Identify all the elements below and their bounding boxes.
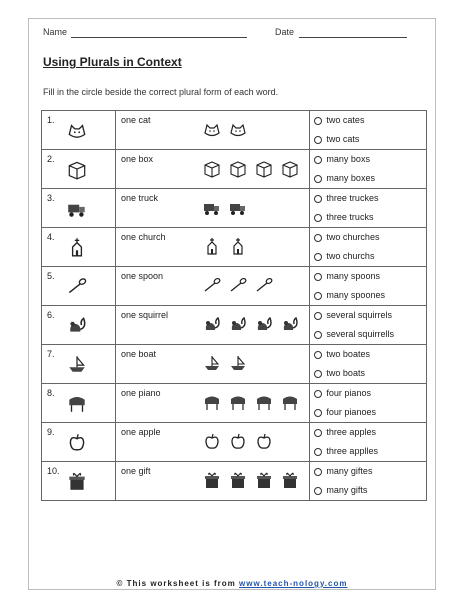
answer-option-2[interactable] bbox=[310, 169, 426, 188]
options-cell bbox=[310, 267, 427, 306]
date-field[interactable] bbox=[299, 37, 407, 38]
answer-option-1[interactable] bbox=[310, 189, 426, 208]
spoon-icon bbox=[202, 275, 222, 295]
gift-icon bbox=[280, 470, 300, 490]
footer-link[interactable]: www.teach-nology.com bbox=[239, 579, 348, 588]
singular-word: one boat bbox=[121, 349, 157, 359]
option-label: two cats bbox=[326, 134, 360, 144]
single-picture bbox=[66, 392, 88, 414]
box-icon bbox=[280, 158, 300, 178]
radio-circle-icon[interactable] bbox=[314, 429, 322, 437]
single-picture bbox=[66, 353, 88, 375]
item-number: 6. bbox=[47, 310, 55, 320]
apple-icon bbox=[254, 431, 274, 451]
date-label: Date bbox=[275, 27, 295, 37]
plurals-table bbox=[41, 110, 427, 501]
radio-circle-icon[interactable] bbox=[314, 390, 322, 398]
number-cell bbox=[42, 267, 116, 306]
options-cell bbox=[310, 150, 427, 189]
gift-icon bbox=[254, 470, 274, 490]
options-cell bbox=[310, 462, 427, 501]
answer-option-2[interactable] bbox=[310, 247, 426, 266]
table-row bbox=[42, 150, 427, 189]
truck-icon bbox=[228, 197, 248, 217]
table-row bbox=[42, 345, 427, 384]
piano-icon bbox=[280, 392, 300, 412]
gift-icon bbox=[66, 470, 88, 492]
option-label: three applles bbox=[326, 446, 378, 456]
name-label: Name bbox=[43, 27, 68, 37]
answer-option-1[interactable] bbox=[310, 267, 426, 286]
radio-circle-icon[interactable] bbox=[314, 175, 322, 183]
spoon-icon bbox=[254, 275, 274, 295]
single-picture bbox=[66, 275, 88, 297]
answer-option-1[interactable] bbox=[310, 228, 426, 247]
church-icon bbox=[202, 236, 222, 256]
word-cell bbox=[116, 462, 310, 501]
answer-option-1[interactable] bbox=[310, 306, 426, 325]
options-cell bbox=[310, 306, 427, 345]
radio-circle-icon[interactable] bbox=[314, 117, 322, 125]
number-cell bbox=[42, 111, 116, 150]
table-row bbox=[42, 306, 427, 345]
truck-icon bbox=[66, 197, 88, 219]
number-cell bbox=[42, 228, 116, 267]
box-icon bbox=[202, 158, 222, 178]
spoon-icon bbox=[66, 275, 88, 297]
page-title: Using Plurals in Context bbox=[43, 55, 182, 69]
single-picture bbox=[66, 197, 88, 219]
option-label: many giftes bbox=[326, 466, 373, 476]
squirrel-icon bbox=[66, 314, 88, 336]
option-label: four pianos bbox=[326, 388, 371, 398]
item-number: 10. bbox=[47, 466, 60, 476]
number-cell bbox=[42, 306, 116, 345]
box-icon bbox=[228, 158, 248, 178]
boat-icon bbox=[66, 353, 88, 375]
option-label: two churchs bbox=[326, 251, 375, 261]
number-cell bbox=[42, 423, 116, 462]
item-number: 5. bbox=[47, 271, 55, 281]
radio-circle-icon[interactable] bbox=[314, 214, 322, 222]
table-row bbox=[42, 423, 427, 462]
piano-icon bbox=[228, 392, 248, 412]
singular-word: one piano bbox=[121, 388, 161, 398]
word-cell bbox=[116, 267, 310, 306]
radio-circle-icon[interactable] bbox=[314, 351, 322, 359]
singular-word: one box bbox=[121, 154, 154, 164]
option-label: many gifts bbox=[326, 485, 368, 495]
radio-circle-icon[interactable] bbox=[314, 234, 322, 242]
radio-circle-icon[interactable] bbox=[314, 292, 322, 300]
radio-circle-icon[interactable] bbox=[314, 448, 322, 456]
options-cell bbox=[310, 189, 427, 228]
options-cell bbox=[310, 111, 427, 150]
option-label: two churches bbox=[326, 232, 380, 242]
table-row bbox=[42, 267, 427, 306]
single-picture bbox=[66, 119, 88, 141]
plural-pictures bbox=[202, 470, 300, 490]
number-cell bbox=[42, 150, 116, 189]
cat-icon bbox=[228, 119, 248, 139]
singular-word: one spoon bbox=[121, 271, 164, 281]
option-label: two boats bbox=[326, 368, 365, 378]
options-cell bbox=[310, 384, 427, 423]
radio-circle-icon[interactable] bbox=[314, 253, 322, 261]
options-cell bbox=[310, 423, 427, 462]
answer-option-2[interactable] bbox=[310, 208, 426, 227]
word-cell bbox=[116, 306, 310, 345]
table-row bbox=[42, 111, 427, 150]
squirrel-icon bbox=[202, 314, 222, 334]
squirrel-icon bbox=[280, 314, 300, 334]
table-row bbox=[42, 228, 427, 267]
singular-word: one apple bbox=[121, 427, 161, 437]
word-cell bbox=[116, 384, 310, 423]
plural-pictures bbox=[202, 392, 300, 412]
single-picture bbox=[66, 236, 88, 258]
spoon-icon bbox=[228, 275, 248, 295]
answer-option-2[interactable] bbox=[310, 481, 426, 500]
word-cell bbox=[116, 423, 310, 462]
item-number: 7. bbox=[47, 349, 55, 359]
option-label: three apples bbox=[326, 427, 376, 437]
piano-icon bbox=[66, 392, 88, 414]
single-picture bbox=[66, 314, 88, 336]
single-picture bbox=[66, 158, 88, 180]
answer-option-1[interactable] bbox=[310, 423, 426, 442]
church-icon bbox=[66, 236, 88, 258]
item-number: 1. bbox=[47, 115, 55, 125]
apple-icon bbox=[66, 431, 88, 453]
boat-icon bbox=[228, 353, 248, 373]
answer-option-1[interactable] bbox=[310, 111, 426, 130]
answer-option-1[interactable] bbox=[310, 462, 426, 481]
radio-circle-icon[interactable] bbox=[314, 195, 322, 203]
worksheet-page bbox=[28, 18, 436, 590]
piano-icon bbox=[202, 392, 222, 412]
plural-pictures bbox=[202, 353, 248, 373]
option-label: four pianoes bbox=[326, 407, 376, 417]
radio-circle-icon[interactable] bbox=[314, 409, 322, 417]
singular-word: one squirrel bbox=[121, 310, 169, 320]
option-label: three truckes bbox=[326, 193, 379, 203]
item-number: 2. bbox=[47, 154, 55, 164]
plural-pictures bbox=[202, 119, 248, 139]
radio-circle-icon[interactable] bbox=[314, 136, 322, 144]
option-label: three trucks bbox=[326, 212, 374, 222]
singular-word: one gift bbox=[121, 466, 151, 476]
word-cell bbox=[116, 345, 310, 384]
number-cell bbox=[42, 462, 116, 501]
option-label: many spoons bbox=[326, 271, 380, 281]
plural-pictures bbox=[202, 158, 300, 178]
radio-circle-icon[interactable] bbox=[314, 156, 322, 164]
answer-option-2[interactable] bbox=[310, 286, 426, 305]
plural-pictures bbox=[202, 431, 274, 451]
radio-circle-icon[interactable] bbox=[314, 468, 322, 476]
radio-circle-icon[interactable] bbox=[314, 312, 322, 320]
boat-icon bbox=[202, 353, 222, 373]
table-row bbox=[42, 462, 427, 501]
option-label: several squirrells bbox=[326, 329, 394, 339]
word-cell bbox=[116, 150, 310, 189]
item-number: 9. bbox=[47, 427, 55, 437]
apple-icon bbox=[202, 431, 222, 451]
answer-option-1[interactable] bbox=[310, 384, 426, 403]
answer-option-2[interactable] bbox=[310, 325, 426, 344]
options-cell bbox=[310, 228, 427, 267]
option-label: many boxes bbox=[326, 173, 375, 183]
radio-circle-icon[interactable] bbox=[314, 487, 322, 495]
church-icon bbox=[228, 236, 248, 256]
box-icon bbox=[254, 158, 274, 178]
squirrel-icon bbox=[254, 314, 274, 334]
piano-icon bbox=[254, 392, 274, 412]
table-row bbox=[42, 189, 427, 228]
squirrel-icon bbox=[228, 314, 248, 334]
single-picture bbox=[66, 470, 88, 492]
word-cell bbox=[116, 189, 310, 228]
cat-icon bbox=[202, 119, 222, 139]
footer bbox=[29, 579, 435, 588]
answer-option-2[interactable] bbox=[310, 403, 426, 422]
table-row bbox=[42, 384, 427, 423]
plural-pictures bbox=[202, 314, 300, 334]
options-cell bbox=[310, 345, 427, 384]
answer-option-2[interactable] bbox=[310, 130, 426, 149]
option-label: two cates bbox=[326, 115, 365, 125]
singular-word: one cat bbox=[121, 115, 151, 125]
item-number: 4. bbox=[47, 232, 55, 242]
answer-option-1[interactable] bbox=[310, 345, 426, 364]
option-label: many spoones bbox=[326, 290, 385, 300]
option-label: two boates bbox=[326, 349, 370, 359]
answer-option-1[interactable] bbox=[310, 150, 426, 169]
instructions: Fill in the circle beside the correct plural form of each word. bbox=[43, 87, 279, 97]
number-cell bbox=[42, 384, 116, 423]
option-label: many boxs bbox=[326, 154, 370, 164]
word-cell bbox=[116, 228, 310, 267]
number-cell bbox=[42, 345, 116, 384]
radio-circle-icon[interactable] bbox=[314, 370, 322, 378]
cat-icon bbox=[66, 119, 88, 141]
word-cell bbox=[116, 111, 310, 150]
answer-option-2[interactable] bbox=[310, 364, 426, 383]
item-number: 3. bbox=[47, 193, 55, 203]
radio-circle-icon[interactable] bbox=[314, 331, 322, 339]
name-field[interactable] bbox=[71, 37, 247, 38]
item-number: 8. bbox=[47, 388, 55, 398]
plural-pictures bbox=[202, 197, 248, 217]
apple-icon bbox=[228, 431, 248, 451]
singular-word: one truck bbox=[121, 193, 159, 203]
gift-icon bbox=[228, 470, 248, 490]
footer-prefix: © This worksheet is from bbox=[116, 579, 236, 588]
number-cell bbox=[42, 189, 116, 228]
option-label: several squirrels bbox=[326, 310, 392, 320]
radio-circle-icon[interactable] bbox=[314, 273, 322, 281]
truck-icon bbox=[202, 197, 222, 217]
single-picture bbox=[66, 431, 88, 453]
plural-pictures bbox=[202, 275, 274, 295]
singular-word: one church bbox=[121, 232, 166, 242]
plural-pictures bbox=[202, 236, 248, 256]
gift-icon bbox=[202, 470, 222, 490]
answer-option-2[interactable] bbox=[310, 442, 426, 461]
box-icon bbox=[66, 158, 88, 180]
